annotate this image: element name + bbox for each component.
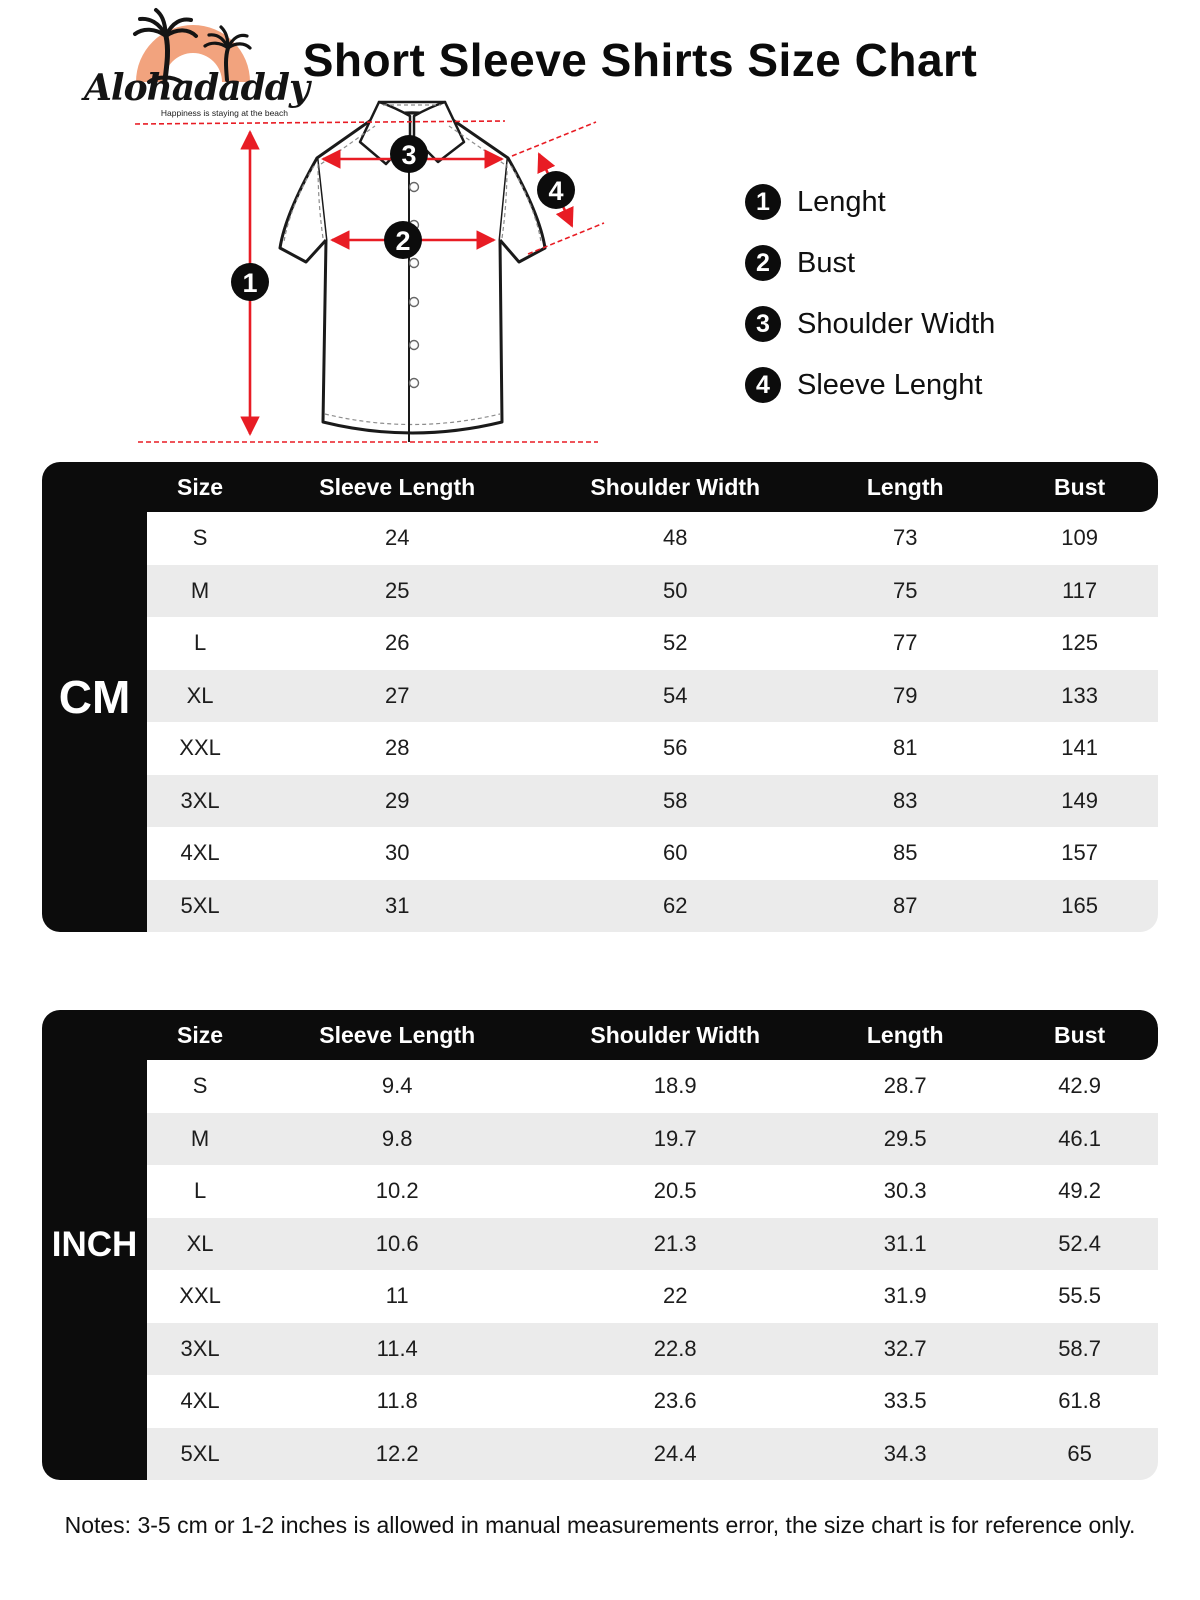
value-cell: 33.5 <box>883 1388 927 1414</box>
cm-table-header <box>147 462 1158 512</box>
table-row <box>147 617 1158 670</box>
inch-table-rows <box>147 1060 1158 1480</box>
value-cell: 22.8 <box>653 1335 697 1361</box>
value-cell: 54 <box>662 682 688 708</box>
marker-1 <box>231 263 269 301</box>
size-cell: 5XL <box>180 892 220 918</box>
size-cell: XXL <box>179 735 221 761</box>
size-cell: L <box>193 630 207 656</box>
value-cell: 79 <box>892 682 918 708</box>
value-cell: 31 <box>384 892 410 918</box>
value-cell: 49.2 <box>1058 1178 1102 1204</box>
value-cell: 52 <box>662 630 688 656</box>
value-cell: 29.5 <box>883 1125 927 1151</box>
value-cell: 56 <box>662 735 688 761</box>
legend-label: Bust <box>797 246 856 279</box>
value-cell: 52.4 <box>1058 1230 1102 1256</box>
value-cell: 24 <box>384 525 410 551</box>
value-cell: 133 <box>1061 682 1098 708</box>
value-cell: 125 <box>1061 630 1098 656</box>
value-cell: 20.5 <box>653 1178 697 1204</box>
value-cell: 81 <box>892 735 918 761</box>
marker-4 <box>537 171 575 209</box>
inch-size-table <box>42 1010 1158 1480</box>
legend-item-length <box>745 184 995 220</box>
legend-number-2-icon: 2 <box>745 245 781 281</box>
value-cell: 61.8 <box>1058 1388 1102 1414</box>
column-header: Bust <box>1054 1021 1106 1048</box>
size-cell: XL <box>186 682 214 708</box>
size-cell: 3XL <box>180 1335 220 1361</box>
column-header: Sleeve Length <box>319 473 476 500</box>
size-cell: S <box>192 1073 208 1099</box>
column-header: Length <box>866 473 944 500</box>
value-cell: 149 <box>1061 787 1098 813</box>
value-cell: 10.2 <box>375 1178 419 1204</box>
column-header: Length <box>866 1021 944 1048</box>
value-cell: 22 <box>662 1283 688 1309</box>
shirt-diagram-svg <box>128 92 658 462</box>
legend-item-sleeve-length <box>745 367 995 403</box>
table-row <box>147 1165 1158 1218</box>
cm-table-rows <box>147 512 1158 932</box>
table-row <box>147 827 1158 880</box>
notes-text: Notes: 3-5 cm or 1-2 inches is allowed in manual measurements error, the size chart is for reference only. <box>64 1512 1136 1538</box>
value-cell: 25 <box>384 577 410 603</box>
value-cell: 58 <box>662 787 688 813</box>
table-row <box>147 670 1158 723</box>
value-cell: 9.4 <box>381 1073 413 1099</box>
column-header: Shoulder Width <box>590 1021 761 1048</box>
measurement-legend <box>745 184 995 403</box>
value-cell: 77 <box>892 630 918 656</box>
size-cell: M <box>190 577 210 603</box>
column-header: Sleeve Length <box>319 1021 476 1048</box>
value-cell: 58.7 <box>1058 1335 1102 1361</box>
legend-label: Sleeve Lenght <box>797 368 983 401</box>
inch-table-header <box>147 1010 1158 1060</box>
value-cell: 109 <box>1061 525 1098 551</box>
table-row <box>147 1218 1158 1271</box>
svg-text:4: 4 <box>548 176 564 206</box>
legend-number-3-icon: 3 <box>745 306 781 342</box>
value-cell: 12.2 <box>375 1440 419 1466</box>
value-cell: 141 <box>1061 735 1098 761</box>
table-row <box>147 1323 1158 1376</box>
table-row <box>147 512 1158 565</box>
size-cell: M <box>190 1125 210 1151</box>
size-cell: L <box>193 1178 207 1204</box>
value-cell: 42.9 <box>1058 1073 1102 1099</box>
value-cell: 87 <box>892 892 918 918</box>
size-cell: 3XL <box>180 787 220 813</box>
value-cell: 23.6 <box>653 1388 697 1414</box>
value-cell: 62 <box>662 892 688 918</box>
value-cell: 10.6 <box>375 1230 419 1256</box>
value-cell: 32.7 <box>883 1335 927 1361</box>
value-cell: 75 <box>892 577 918 603</box>
table-row <box>147 775 1158 828</box>
inch-table-body-wrap <box>147 1010 1158 1480</box>
svg-text:3: 3 <box>401 140 417 170</box>
svg-text:2: 2 <box>395 226 411 256</box>
column-header: Bust <box>1054 473 1106 500</box>
value-cell: 21.3 <box>653 1230 697 1256</box>
brand-tagline: Happiness is staying at the beach <box>160 108 288 118</box>
value-cell: 18.9 <box>653 1073 697 1099</box>
value-cell: 60 <box>662 840 688 866</box>
table-row <box>147 880 1158 933</box>
table-row <box>147 1428 1158 1481</box>
value-cell: 85 <box>892 840 918 866</box>
value-cell: 117 <box>1062 577 1098 603</box>
size-cell: XXL <box>179 1283 221 1309</box>
value-cell: 55.5 <box>1058 1283 1102 1309</box>
legend-number-1-icon: 1 <box>745 184 781 220</box>
value-cell: 165 <box>1061 892 1098 918</box>
value-cell: 46.1 <box>1058 1125 1102 1151</box>
value-cell: 26 <box>384 630 410 656</box>
value-cell: 11.4 <box>376 1335 418 1361</box>
table-row <box>147 1270 1158 1323</box>
value-cell: 31.9 <box>883 1283 927 1309</box>
page-title: Short Sleeve Shirts Size Chart <box>302 34 978 86</box>
value-cell: 31.1 <box>883 1230 927 1256</box>
value-cell: 48 <box>662 525 688 551</box>
value-cell: 9.8 <box>381 1125 413 1151</box>
cm-unit-label: CM <box>42 462 147 932</box>
value-cell: 28.7 <box>883 1073 927 1099</box>
value-cell: 83 <box>892 787 918 813</box>
legend-label: Shoulder Width <box>797 307 996 340</box>
value-cell: 11 <box>385 1283 409 1309</box>
value-cell: 27 <box>384 682 410 708</box>
table-row <box>147 1060 1158 1113</box>
value-cell: 73 <box>892 525 918 551</box>
marker-2 <box>384 221 422 259</box>
cm-size-table <box>42 462 1158 932</box>
value-cell: 11.8 <box>376 1388 418 1414</box>
table-row <box>147 565 1158 618</box>
marker-3 <box>390 135 428 173</box>
value-cell: 30 <box>384 840 410 866</box>
shirt-measurement-diagram <box>128 92 658 462</box>
table-row <box>147 722 1158 775</box>
legend-item-shoulder-width <box>745 306 995 342</box>
size-cell: S <box>192 525 208 551</box>
legend-label: Lenght <box>797 185 886 218</box>
value-cell: 34.3 <box>883 1440 927 1466</box>
column-header: Size <box>177 473 224 500</box>
cm-table-body-wrap <box>147 462 1158 932</box>
column-header: Shoulder Width <box>590 473 761 500</box>
value-cell: 30.3 <box>883 1178 927 1204</box>
value-cell: 50 <box>662 577 688 603</box>
value-cell: 19.7 <box>653 1125 697 1151</box>
size-cell: 4XL <box>180 1388 220 1414</box>
column-header: Size <box>177 1021 224 1048</box>
legend-number-4-icon: 4 <box>745 367 781 403</box>
size-cell: XL <box>186 1230 214 1256</box>
value-cell: 157 <box>1061 840 1098 866</box>
brand-name: Alohadaddy <box>84 67 309 109</box>
size-cell: 5XL <box>180 1440 220 1466</box>
table-row <box>147 1113 1158 1166</box>
value-cell: 65 <box>1067 1440 1092 1466</box>
size-cell: 4XL <box>180 840 220 866</box>
table-row <box>147 1375 1158 1428</box>
svg-text:1: 1 <box>242 268 258 298</box>
value-cell: 24.4 <box>653 1440 697 1466</box>
legend-item-bust <box>745 245 995 281</box>
value-cell: 29 <box>384 787 410 813</box>
value-cell: 28 <box>384 735 410 761</box>
inch-unit-label: INCH <box>42 1010 147 1480</box>
